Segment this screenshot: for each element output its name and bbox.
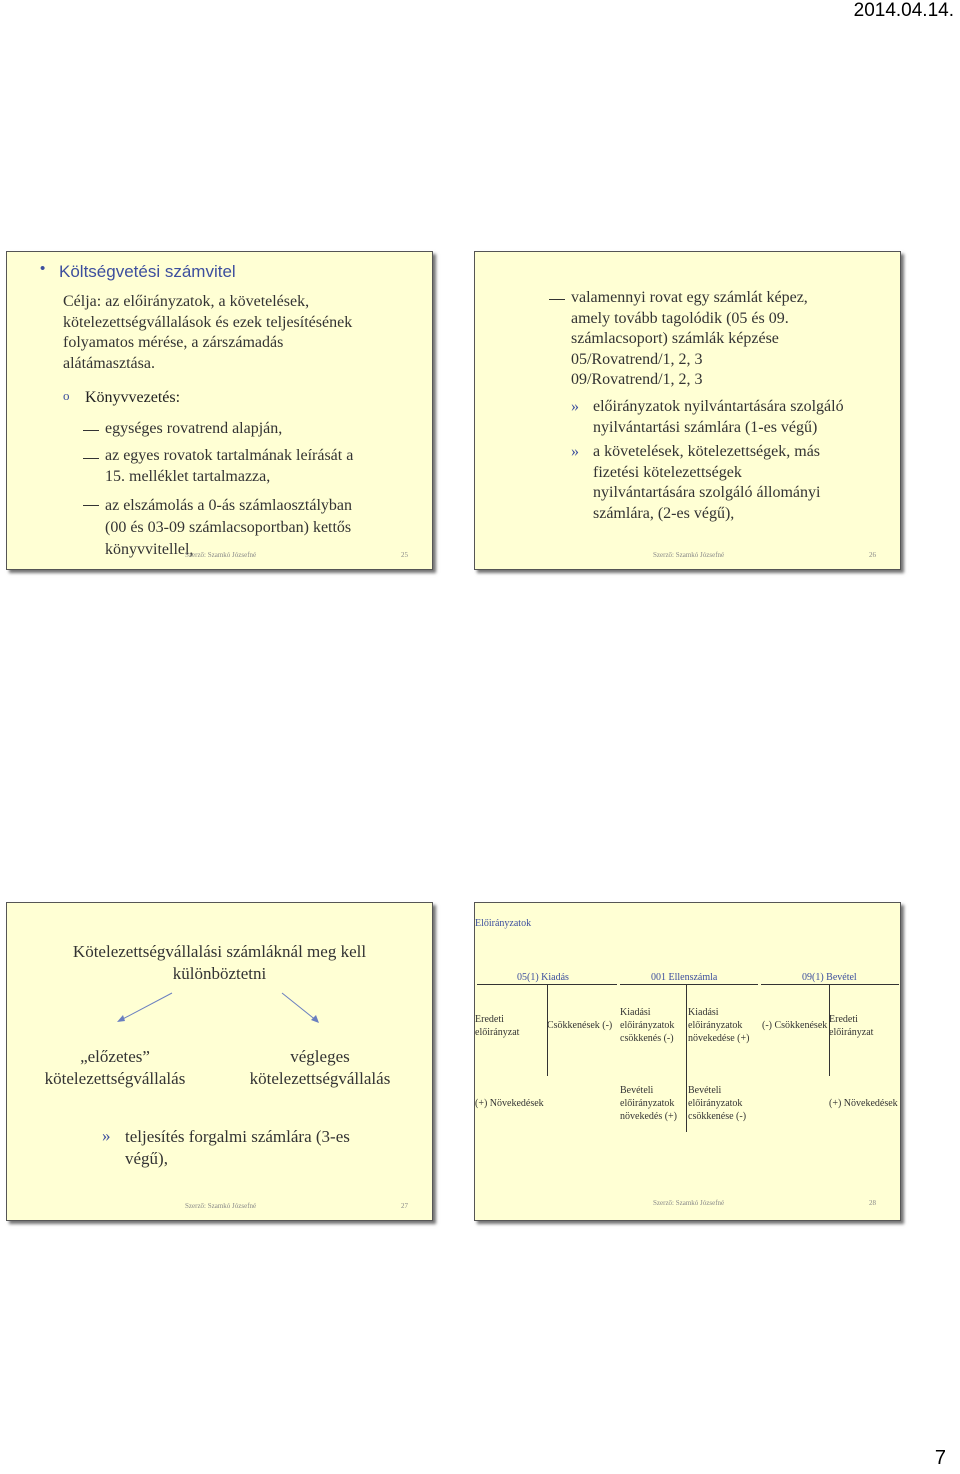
slide26-marker-1: »	[571, 398, 579, 415]
slide-25	[6, 251, 433, 570]
dash-marker	[83, 458, 99, 459]
slide25-subbullet: o	[63, 388, 70, 403]
cell-eredeti-1: Eredeti előirányzat	[475, 1014, 520, 1038]
account-header-ellenszamla: 001 Ellenszámla	[651, 972, 718, 983]
slide-28	[474, 902, 901, 1221]
slide25-bullet: •	[40, 260, 46, 277]
account-header-bevetel: 09(1) Bevétel	[802, 972, 857, 983]
slide27-left-term: „előzetes” kötelezettségvállalás	[44, 1047, 186, 1088]
account-line-ellenszamla	[620, 984, 758, 985]
slide25-item-1: egységes rovatrend alapján,	[105, 420, 283, 437]
cell-bevetel-novekedes: Bevételi előirányzatok növekedés (+)	[620, 1085, 678, 1122]
slide27-marker: »	[102, 1126, 111, 1145]
dash-marker	[549, 299, 565, 300]
arrow-left-head	[117, 1015, 125, 1022]
slide25-footer-number: 25	[401, 551, 408, 559]
arrow-right	[282, 993, 317, 1021]
cell-eredeti-2: Eredeti előirányzat	[829, 1014, 874, 1038]
dash-marker	[83, 430, 99, 431]
slide25-subheading: Könyvvezetés:	[85, 389, 181, 406]
slide-27	[6, 902, 433, 1221]
cell-novekedesek-2: (+) Növekedések	[829, 1098, 898, 1109]
slide25-item-2: az egyes rovatok tartalmának leírását a 15. melléklet tartalmazza,	[105, 447, 354, 485]
slide27-right-term: végleges kötelezettségvállalás	[249, 1047, 391, 1088]
slide28-footer-author: Szerző: Szamkó Józsefné	[653, 1199, 725, 1207]
slide26-marker-2: »	[571, 443, 579, 460]
cell-csokkenesek-2: (-) Csökkenések	[762, 1020, 828, 1031]
arrow-right-head	[311, 1015, 319, 1023]
slide25-title: Költségvetési számvitel	[59, 262, 236, 281]
slide26-footer-number: 26	[869, 551, 876, 559]
slide25-item-3: az elszámolás a 0-ás számlaosztályban (00 és 03-09 számlacsoportban) kettős könyvvitellel,	[105, 497, 352, 558]
cell-novekedesek-1: (+) Növekedések	[475, 1098, 544, 1109]
cell-kiadasi-novekedes: Kiadási előirányzatok növekedése (+)	[688, 1007, 750, 1044]
slide27-heading: Kötelezettségvállalási számláknál meg kell különböztetni	[72, 942, 367, 983]
cell-kiadasi-csokkenes: Kiadási előirányzatok csökkenés (-)	[620, 1007, 675, 1044]
account-line-bevetel	[761, 984, 899, 985]
page-number: 7	[934, 1447, 946, 1469]
slide25-footer-author: Szerző: Szamkó Józsefné	[185, 551, 257, 559]
slide28-title: Előirányzatok	[475, 918, 532, 929]
dash-marker	[83, 505, 99, 506]
slide26-main-text: valamennyi rovat egy számlát képez, amely tovább tagolódik (05 és 09. számlacsoport) számlák képzése 05/Rovatrend/1, 2, 3 09/Rovatrend/1, 2, 3	[571, 289, 808, 388]
slide26-sub-2: a követelések, kötelezettségek, más fizetési kötelezettségek nyilvántartására szolgáló állományi számlára, (2-es végű),	[593, 443, 821, 522]
slide27-footer-author: Szerző: Szamkó Józsefné	[185, 1202, 257, 1210]
slide26-footer-author: Szerző: Szamkó Józsefné	[653, 551, 725, 559]
slide-26	[474, 251, 901, 570]
slide26-sub-1: előirányzatok nyilvántartására szolgáló nyilvántartási számlára (1-es végű)	[593, 398, 844, 436]
header-date: 2014.04.14.	[853, 0, 954, 21]
arrow-left	[119, 993, 172, 1021]
cell-csokkenesek-1: Csökkenések (-)	[547, 1020, 613, 1031]
account-header-kiadas: 05(1) Kiadás	[517, 972, 569, 983]
cell-bevetel-csokkenes: Bevételi előirányzatok csökkenése (-)	[688, 1085, 747, 1122]
slide27-footer-number: 27	[401, 1202, 408, 1210]
slide25-para: Célja: az előirányzatok, a követelések, kötelezettségvállalások és ezek teljesítésének folyamatos mérése, a zárszámadás alátámasztása.	[63, 293, 353, 372]
slide28-footer-number: 28	[869, 1199, 876, 1207]
account-stem-ellenszamla	[686, 984, 687, 1132]
slide27-item: teljesítés forgalmi számlára (3-es végű),	[125, 1127, 350, 1168]
